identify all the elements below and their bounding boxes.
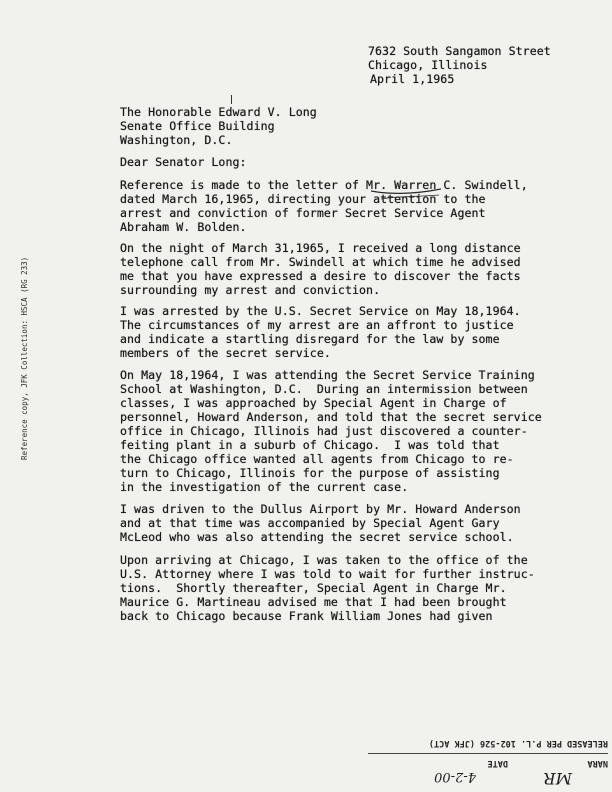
recipient-name: The Honorable Edward V. Long [120, 105, 317, 119]
text-line: Upon arriving at Chicago, I was taken to the office of the [120, 553, 528, 567]
text-line: surrounding my arrest and conviction. [120, 283, 381, 297]
text-line: School at Washington, D.C. During an intermission between [120, 382, 528, 396]
salutation: Dear Senator Long: [120, 155, 247, 169]
text-line: Maurice G. Martineau advised me that I had been brought [120, 595, 507, 609]
stamp-agency: NARA [587, 758, 608, 768]
recipient-office: Senate Office Building [120, 119, 275, 133]
text-line: Abraham W. Bolden. [120, 220, 247, 234]
text-line: On May 18,1964, I was attending the Secret Service Training [120, 368, 535, 382]
text-line: On the night of March 31,1965, I received a long distance [120, 241, 521, 255]
text-line: classes, I was approached by Special Agent in Charge of [120, 396, 507, 410]
text-line: members of the secret service. [120, 346, 331, 360]
stamp-date-label: DATE [487, 758, 508, 768]
text-line: office in Chicago, Illinois had just discovered a counter- [120, 424, 528, 438]
stamp-initials: MR [543, 769, 572, 788]
text-line: The circumstances of my arrest are an affront to justice [120, 318, 514, 332]
text-line: tions. Shortly thereafter, Special Agent in Charge Mr. [120, 581, 507, 595]
text-line: U.S. Attorney where I was told to wait for further instruc- [120, 567, 535, 581]
letter-date: April 1,1965 [370, 72, 455, 86]
text-line: in the investigation of the current case. [120, 480, 409, 494]
handwritten-underline [371, 186, 441, 200]
address-street: 7632 South Sangamon Street [368, 44, 551, 58]
text-line: McLeod who was also attending the secret service school. [120, 530, 514, 544]
text-line: me that you have expressed a desire to discover the facts [120, 269, 521, 283]
ink-mark [231, 95, 232, 104]
release-stamp [368, 726, 608, 788]
text-line: back to Chicago because Frank William Jones had given [120, 609, 493, 623]
text-line: personnel, Howard Anderson, and told that the secret service [120, 410, 542, 424]
recipient-city: Washington, D.C. [120, 133, 233, 147]
text-line: and indicate a startling disregard for the law by some [120, 332, 500, 346]
text-line: dated March 16,1965, directing your attention to the [120, 192, 486, 206]
stamp-date: 4-2-00 [434, 769, 476, 784]
stamp-release-line: RELEASED PER P.L. 102-526 (JFK ACT) [428, 738, 608, 748]
text-line: and at that time was accompanied by Special Agent Gary [120, 516, 500, 530]
text-line: I was driven to the Dullus Airport by Mr. Howard Anderson [120, 502, 521, 516]
text-line: Reference is made to the letter of Mr. Warren C. Swindell, [120, 178, 528, 192]
text-line: arrest and conviction of former Secret Service Agent [120, 206, 486, 220]
address-city: Chicago, Illinois [368, 58, 488, 72]
text-line: turn to Chicago, Illinois for the purpose of assisting [120, 466, 500, 480]
archive-side-note: Reference copy, JFK Collection: HSCA (RG 233) [20, 256, 29, 460]
text-line: feiting plant in a suburb of Chicago. I was told that [120, 438, 500, 452]
text-line: telephone call from Mr. Swindell at which time he advised [120, 255, 521, 269]
text-line: the Chicago office wanted all agents from Chicago to re- [120, 452, 514, 466]
stamp-rule [368, 753, 608, 754]
text-line: I was arrested by the U.S. Secret Service on May 18,1964. [120, 304, 521, 318]
